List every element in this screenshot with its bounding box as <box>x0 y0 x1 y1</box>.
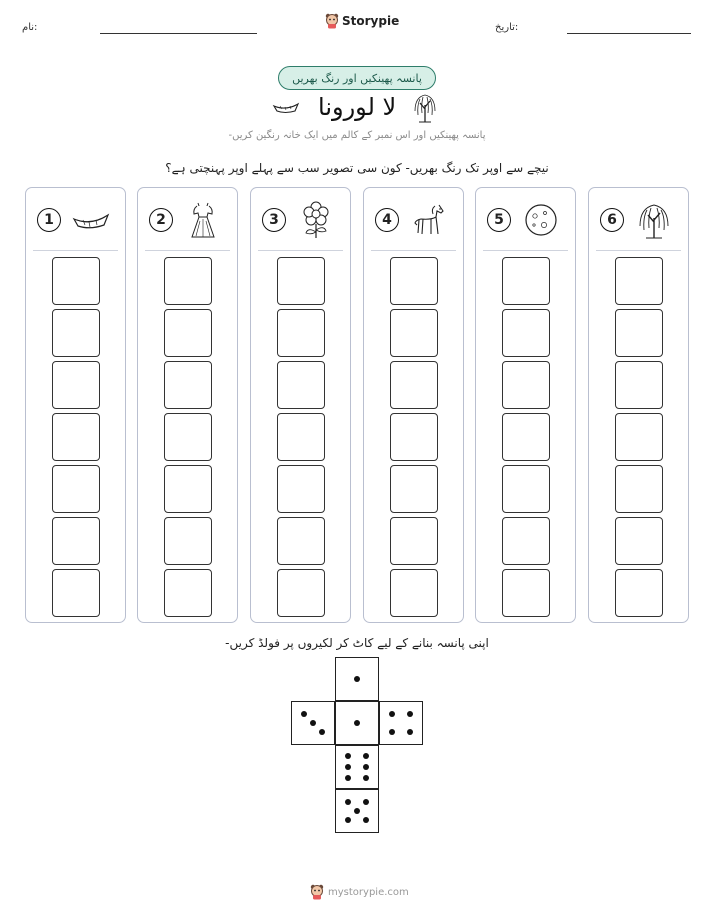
color-cell[interactable] <box>502 309 550 357</box>
date-label: تاریخ: <box>495 22 519 33</box>
column-header <box>251 188 350 250</box>
dice-instruction: اپنی پانسہ بنانے کے لیے کاٹ کر لکیروں پر فولڈ کریں- <box>225 636 489 650</box>
color-cell[interactable] <box>277 309 325 357</box>
color-cell[interactable] <box>390 569 438 617</box>
dice-face-3 <box>291 701 335 745</box>
color-cell[interactable] <box>277 465 325 513</box>
dice-face-1 <box>335 657 379 701</box>
color-cell[interactable] <box>277 361 325 409</box>
column-header <box>364 188 463 250</box>
color-cell[interactable] <box>52 309 100 357</box>
dice-pip <box>319 729 325 735</box>
color-cell[interactable] <box>390 309 438 357</box>
color-cell[interactable] <box>52 465 100 513</box>
race-question: نیچے سے اوپر تک رنگ بھریں- کون سی تصویر سب سے پہلے اوپر پہنچتی ہے؟ <box>165 161 549 175</box>
activity-pill: پانسہ پھینکیں اور رنگ بھریں <box>278 66 436 90</box>
color-cell[interactable] <box>502 257 550 305</box>
dice-pip <box>345 764 351 770</box>
column-header <box>26 188 125 250</box>
dice-pip <box>345 817 351 823</box>
column-number: 1 <box>37 208 61 232</box>
storypie-mascot-icon <box>325 13 339 29</box>
title-boat-icon <box>272 98 300 116</box>
dice-pip <box>345 799 351 805</box>
dice-pip <box>389 729 395 735</box>
dice-face-1 <box>335 701 379 745</box>
flower-icon <box>296 201 336 239</box>
dice-pip <box>389 711 395 717</box>
color-cell[interactable] <box>502 569 550 617</box>
color-cell[interactable] <box>164 517 212 565</box>
willow-tree-icon <box>634 201 674 239</box>
column-divider <box>33 250 118 251</box>
page-subtitle: پانسہ پھینکیں اور اس نمبر کے کالم میں ایک خانہ رنگین کریں- <box>228 130 486 141</box>
dice-pip <box>363 753 369 759</box>
color-cell[interactable] <box>615 309 663 357</box>
color-cell[interactable] <box>52 517 100 565</box>
race-column-6 <box>588 187 689 623</box>
dice-pip <box>354 676 360 682</box>
column-number: 2 <box>149 208 173 232</box>
column-number: 5 <box>487 208 511 232</box>
color-cell[interactable] <box>164 465 212 513</box>
color-cell[interactable] <box>390 413 438 461</box>
name-line <box>100 33 257 34</box>
column-divider <box>145 250 230 251</box>
color-cell[interactable] <box>277 569 325 617</box>
column-divider <box>483 250 568 251</box>
dice-pip <box>363 775 369 781</box>
color-cell[interactable] <box>390 465 438 513</box>
color-cell[interactable] <box>502 361 550 409</box>
dice-pip <box>345 775 351 781</box>
column-number: 4 <box>375 208 399 232</box>
footer-url: mystorypie.com <box>328 886 409 898</box>
dice-pip <box>354 720 360 726</box>
storypie-mascot-icon <box>310 884 324 900</box>
name-label: نام: <box>22 22 38 33</box>
title-willow-icon <box>411 91 439 123</box>
date-line <box>567 33 691 34</box>
horse-icon <box>409 201 449 239</box>
color-cell[interactable] <box>164 413 212 461</box>
column-divider <box>258 250 343 251</box>
footer <box>310 884 409 900</box>
dice-pip <box>363 764 369 770</box>
dice-pip <box>363 799 369 805</box>
color-cell[interactable] <box>164 361 212 409</box>
boat-icon <box>71 201 111 239</box>
dice-pip <box>310 720 316 726</box>
color-cell[interactable] <box>164 257 212 305</box>
dice-pip <box>407 729 413 735</box>
moon-icon <box>521 201 561 239</box>
dice-pip <box>354 808 360 814</box>
column-header <box>589 188 688 250</box>
column-number: 6 <box>600 208 624 232</box>
color-cell[interactable] <box>390 361 438 409</box>
color-cell[interactable] <box>615 361 663 409</box>
column-number: 3 <box>262 208 286 232</box>
race-column-4 <box>363 187 464 623</box>
column-header <box>138 188 237 250</box>
color-cell[interactable] <box>277 517 325 565</box>
color-cell[interactable] <box>277 413 325 461</box>
race-column-5 <box>475 187 576 623</box>
race-column-1 <box>25 187 126 623</box>
color-cell[interactable] <box>164 569 212 617</box>
color-cell[interactable] <box>615 413 663 461</box>
brand-logo <box>325 13 399 29</box>
column-divider <box>371 250 456 251</box>
dice-face-5 <box>335 789 379 833</box>
dice-pip <box>407 711 413 717</box>
dice-face-4 <box>379 701 423 745</box>
brand-name: Storypie <box>342 14 400 28</box>
color-cell[interactable] <box>615 257 663 305</box>
color-cell[interactable] <box>164 309 212 357</box>
color-cell[interactable] <box>52 413 100 461</box>
color-cell[interactable] <box>615 517 663 565</box>
color-cell[interactable] <box>502 413 550 461</box>
color-cell[interactable] <box>52 361 100 409</box>
dress-icon <box>183 201 223 239</box>
column-divider <box>596 250 681 251</box>
column-header <box>476 188 575 250</box>
dice-face-6 <box>335 745 379 789</box>
dice-pip <box>363 817 369 823</box>
page-title: لا لورونا <box>318 93 397 121</box>
color-cell[interactable] <box>390 517 438 565</box>
dice-pip <box>301 711 307 717</box>
color-cell[interactable] <box>52 569 100 617</box>
color-cell[interactable] <box>390 257 438 305</box>
race-column-2 <box>137 187 238 623</box>
color-cell[interactable] <box>502 517 550 565</box>
color-cell[interactable] <box>615 569 663 617</box>
dice-pip <box>345 753 351 759</box>
color-cell[interactable] <box>615 465 663 513</box>
race-column-3 <box>250 187 351 623</box>
color-cell[interactable] <box>502 465 550 513</box>
color-cell[interactable] <box>277 257 325 305</box>
color-cell[interactable] <box>52 257 100 305</box>
